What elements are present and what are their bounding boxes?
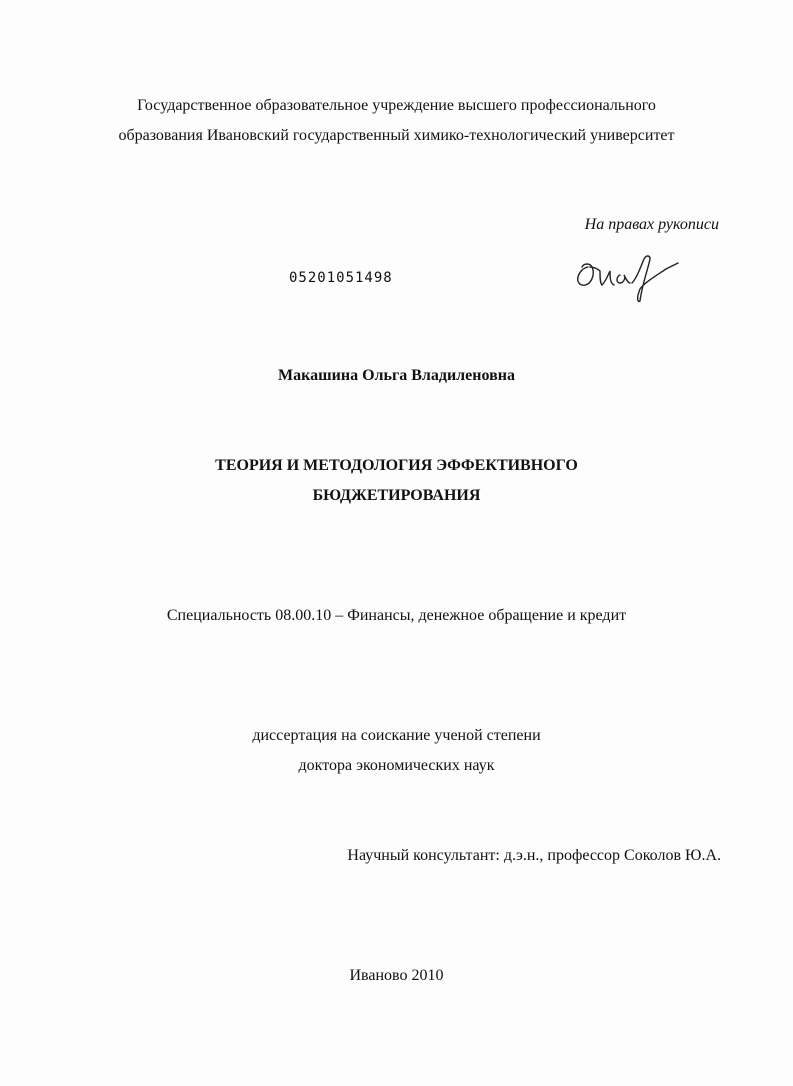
- specialty-line: Специальность 08.00.10 – Финансы, денежное обращение и кредит: [166, 607, 627, 624]
- scientific-consultant: Научный консультант: д.э.н., профессор Соколов Ю.А.: [347, 847, 721, 864]
- manuscript-rights-note: На правах рукописи: [584, 216, 719, 233]
- institution-line-2: образования Ивановский государственный химико-технологический университет: [118, 127, 675, 144]
- degree-line-2: доктора экономических наук: [298, 757, 495, 774]
- city-and-year: Иваново 2010: [349, 967, 444, 984]
- degree-line-1: диссертация на соискание ученой степени: [252, 727, 541, 744]
- dissertation-title-line-2: БЮДЖЕТИРОВАНИЯ: [312, 487, 481, 504]
- author-name: Макашина Ольга Владиленовна: [278, 367, 515, 384]
- dissertation-title-line-1: ТЕОРИЯ И МЕТОДОЛОГИЯ ЭФФЕКТИВНОГО: [215, 457, 578, 474]
- institution-line-1: Государственное образовательное учреждение высшего профессионального: [137, 97, 656, 114]
- document-number: 05201051498: [289, 270, 393, 286]
- handwritten-signature: [570, 245, 682, 305]
